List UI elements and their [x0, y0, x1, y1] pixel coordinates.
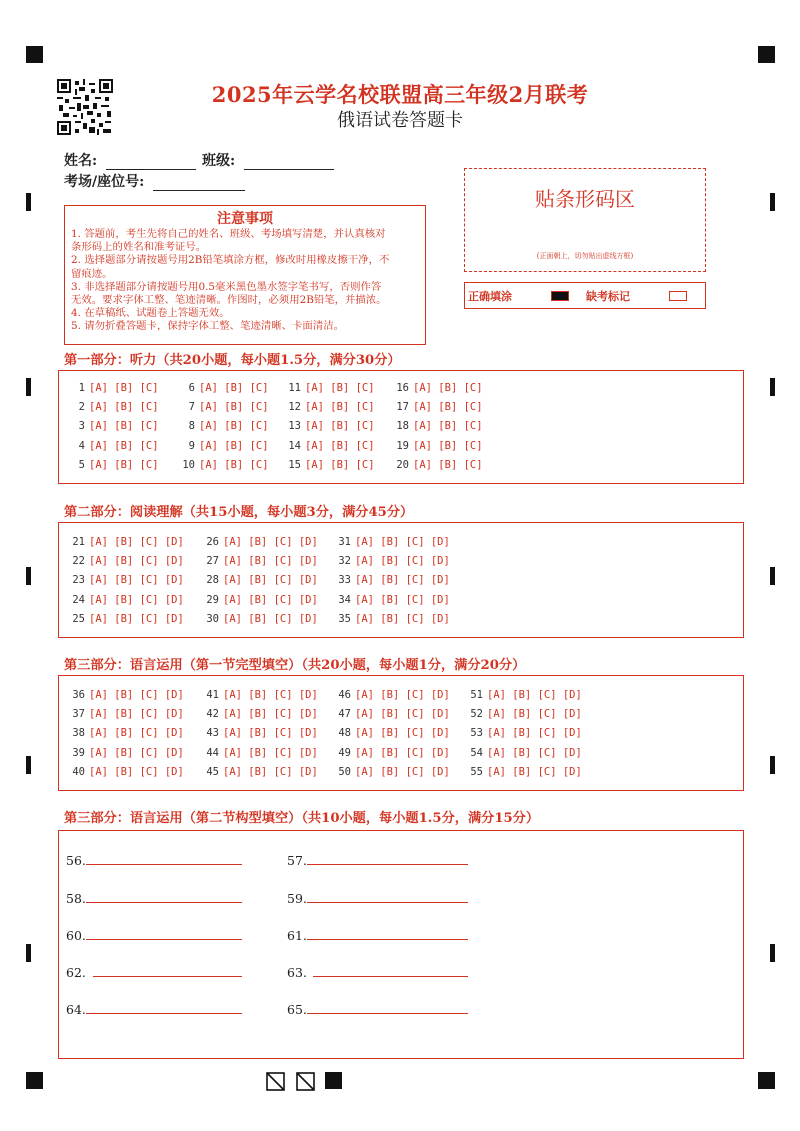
side-mark-right	[770, 378, 775, 396]
barcode-label: 贴条形码区	[535, 187, 635, 211]
question-number: 43	[206, 727, 219, 740]
answer-options[interactable]: [A] [B] [C]	[89, 420, 159, 433]
alignment-mark-bottom-right	[758, 1072, 775, 1089]
answer-options[interactable]: [A] [B] [C] [D]	[355, 612, 450, 625]
question-number: 23	[72, 574, 85, 587]
question-number: 17	[396, 401, 409, 414]
answer-options[interactable]: [A] [B] [C] [D]	[355, 536, 450, 548]
answer-column	[199, 686, 318, 782]
fill-blank-line[interactable]	[307, 852, 468, 865]
notice-line: 留痕迹。	[71, 267, 113, 280]
question-row[interactable]	[175, 437, 269, 456]
fill-blank-number: 60.	[66, 928, 86, 943]
answer-column	[331, 686, 450, 782]
notice-line: 3. 非选择题部分请按题号用0.5毫米黑色墨水签字笔书写，否则作答	[71, 280, 382, 293]
question-row[interactable]	[65, 456, 159, 475]
fill-blank-item[interactable]	[66, 890, 242, 906]
answer-options[interactable]: [A] [B] [C] [D]	[89, 536, 184, 548]
answer-options[interactable]: [A] [B] [C]	[199, 420, 269, 433]
question-number: 19	[396, 439, 409, 452]
name-input-line[interactable]	[106, 155, 196, 170]
fill-blank-item[interactable]	[287, 852, 468, 868]
question-number: 46	[338, 689, 351, 701]
seat-field[interactable]	[64, 171, 245, 191]
question-row[interactable]	[175, 456, 269, 475]
question-row[interactable]	[65, 610, 184, 629]
answer-options[interactable]: [A] [B] [C] [D]	[223, 593, 318, 606]
alignment-mark-bottom-left	[26, 1072, 43, 1089]
question-number: 45	[206, 765, 219, 778]
answer-options[interactable]: [A] [B] [C] [D]	[355, 593, 450, 606]
question-row[interactable]	[65, 686, 184, 705]
fill-blank-number: 62.	[66, 965, 86, 980]
fill-blank-line[interactable]	[86, 852, 242, 865]
question-number: 3	[78, 420, 85, 433]
answer-options[interactable]: [A] [B] [C]	[413, 439, 483, 452]
question-row[interactable]	[65, 744, 184, 763]
question-row[interactable]	[65, 552, 184, 571]
answer-options[interactable]: [A] [B] [C]	[89, 439, 159, 452]
answer-options[interactable]: [A] [B] [C]	[89, 401, 159, 414]
question-row[interactable]	[463, 763, 582, 782]
section1-answer-box	[58, 370, 744, 484]
class-input-line[interactable]	[244, 155, 334, 170]
question-number: 26	[206, 536, 219, 548]
fill-blank-number: 59.	[287, 891, 307, 906]
answer-options[interactable]: [A] [B] [C] [D]	[89, 612, 184, 625]
answer-options[interactable]: [A] [B] [C] [D]	[89, 574, 184, 587]
answer-options[interactable]: [A] [B] [C] [D]	[89, 593, 184, 606]
question-number: 1	[78, 382, 85, 394]
answer-column	[175, 379, 269, 475]
answer-options[interactable]: [A] [B] [C]	[413, 458, 483, 471]
barcode-note: (正面朝上，切勿贴出虚线方框)	[536, 252, 634, 260]
name-field[interactable]	[64, 150, 196, 170]
alignment-mark-top-left	[26, 46, 43, 63]
fill-blank-item[interactable]	[287, 964, 468, 980]
side-mark-right	[770, 944, 775, 962]
question-number: 36	[72, 689, 85, 701]
question-number: 42	[206, 708, 219, 721]
side-mark-left	[26, 756, 31, 774]
answer-options[interactable]: [A] [B] [C] [D]	[223, 708, 318, 721]
notice-line: 4. 在草稿纸、试题卷上答题无效。	[71, 307, 230, 320]
answer-column	[463, 686, 582, 782]
fill-blank-number: 63.	[287, 965, 307, 980]
section1-title: 第一部分：听力（共20小题，每小题1.5分，满分30分）	[64, 353, 401, 368]
question-row[interactable]	[199, 571, 318, 590]
answer-options[interactable]: [A] [B] [C] [D]	[487, 708, 582, 721]
question-number: 50	[338, 765, 351, 778]
side-mark-right	[770, 567, 775, 585]
question-number: 22	[72, 555, 85, 568]
fill-blank-line[interactable]	[93, 964, 242, 977]
answer-options[interactable]: [A] [B] [C] [D]	[89, 765, 184, 778]
side-mark-left	[26, 378, 31, 396]
fill-blank-item[interactable]	[66, 852, 242, 868]
question-row[interactable]	[65, 763, 184, 782]
section2-answer-box	[58, 522, 744, 638]
section4-title: 第三部分：语言运用（第二节构型填空）（共10小题，每小题1.5分，满分15分）	[64, 811, 540, 826]
answer-options[interactable]: [A] [B] [C] [D]	[487, 765, 582, 778]
question-number: 5	[78, 458, 85, 471]
question-row[interactable]	[389, 417, 483, 436]
class-label: 班级:	[202, 153, 236, 169]
question-row[interactable]	[281, 379, 375, 398]
side-mark-right	[770, 193, 775, 211]
question-number: 21	[72, 536, 85, 548]
fill-blank-number: 61.	[287, 928, 307, 943]
question-row[interactable]	[331, 571, 450, 590]
fill-blank-item[interactable]	[66, 927, 242, 943]
question-number: 13	[288, 420, 301, 433]
question-number: 39	[72, 746, 85, 759]
side-mark-left	[26, 944, 31, 962]
page-marker-filled	[325, 1072, 342, 1089]
notice-box	[64, 205, 426, 345]
fill-blank-number: 58.	[66, 891, 86, 906]
question-row[interactable]	[199, 533, 318, 552]
answer-options[interactable]: [A] [B] [C] [D]	[89, 727, 184, 740]
question-number: 12	[288, 401, 301, 414]
notice-title: 注意事项	[217, 211, 273, 227]
question-number: 29	[206, 593, 219, 606]
answer-options[interactable]: [A] [B] [C]	[199, 458, 269, 471]
notice-line: 5. 请勿折叠答题卡，保持字体工整、笔迹清晰、卡面清洁。	[71, 320, 344, 333]
question-row[interactable]	[331, 763, 450, 782]
fill-blank-line[interactable]	[307, 1001, 468, 1014]
answer-options[interactable]: [A] [B] [C]	[305, 458, 375, 471]
question-number: 4	[78, 439, 85, 452]
correct-fill-sample	[551, 291, 569, 301]
fill-blank-line[interactable]	[307, 890, 468, 903]
question-row[interactable]	[389, 456, 483, 475]
section2-title: 第二部分：阅读理解（共15小题，每小题3分，满分45分）	[64, 505, 414, 520]
question-row[interactable]	[331, 591, 450, 610]
question-row[interactable]	[281, 456, 375, 475]
answer-column	[281, 379, 375, 475]
answer-options[interactable]: [A] [B] [C] [D]	[355, 746, 450, 759]
question-number: 20	[396, 458, 409, 471]
answer-column	[65, 533, 184, 629]
fill-blank-number: 57.	[287, 853, 307, 868]
side-mark-right	[770, 756, 775, 774]
question-row[interactable]	[199, 552, 318, 571]
question-number: 25	[72, 612, 85, 625]
question-row[interactable]	[175, 417, 269, 436]
question-row[interactable]	[389, 437, 483, 456]
question-number: 44	[206, 746, 219, 759]
question-row[interactable]	[331, 552, 450, 571]
answer-options[interactable]: [A] [B] [C]	[199, 401, 269, 414]
question-row[interactable]	[175, 398, 269, 417]
question-row[interactable]	[331, 610, 450, 629]
answer-column	[199, 533, 318, 629]
answer-options[interactable]: [A] [B] [C]	[199, 382, 269, 394]
question-row[interactable]	[199, 763, 318, 782]
question-row[interactable]	[463, 724, 582, 743]
fill-blank-item[interactable]	[287, 890, 468, 906]
question-number: 6	[188, 382, 195, 394]
answer-options[interactable]: [A] [B] [C]	[413, 420, 483, 433]
question-number: 10	[182, 458, 195, 471]
question-row[interactable]	[331, 686, 450, 705]
notice-line: 1. 答题前，考生先将自己的姓名、班级、考场填写清楚，并认真核对	[71, 228, 386, 240]
question-number: 2	[78, 401, 85, 414]
question-row[interactable]	[65, 705, 184, 724]
question-number: 8	[188, 420, 195, 433]
fill-blank-number: 64.	[66, 1002, 86, 1017]
question-row[interactable]	[331, 724, 450, 743]
answer-column	[65, 379, 159, 475]
question-number: 28	[206, 574, 219, 587]
fill-blank-item[interactable]	[287, 927, 468, 943]
question-number: 14	[288, 439, 301, 452]
question-row[interactable]	[199, 686, 318, 705]
question-row[interactable]	[199, 591, 318, 610]
answer-options[interactable]: [A] [B] [C] [D]	[223, 689, 318, 701]
answer-options[interactable]: [A] [B] [C] [D]	[223, 536, 318, 548]
notice-line: 2. 选择题部分请按题号用2B铅笔填涂方框，修改时用橡皮擦干净，不	[71, 254, 390, 267]
fill-blank-line[interactable]	[86, 890, 242, 903]
question-number: 15	[288, 458, 301, 471]
question-row[interactable]	[65, 437, 159, 456]
name-label: 姓名:	[64, 153, 98, 169]
answer-options[interactable]: [A] [B] [C] [D]	[223, 727, 318, 740]
question-number: 40	[72, 765, 85, 778]
question-row[interactable]	[331, 705, 450, 724]
answer-options[interactable]: [A] [B] [C] [D]	[355, 727, 450, 740]
answer-column	[331, 533, 450, 629]
question-row[interactable]	[65, 571, 184, 590]
notice-line: 无效。要求字体工整、笔迹清晰。作图时，必须用2B铅笔，并描浓。	[71, 294, 387, 307]
seat-label: 考场/座位号:	[64, 174, 145, 190]
question-row[interactable]	[199, 744, 318, 763]
fill-blank-line[interactable]	[86, 1001, 242, 1014]
answer-options[interactable]: [A] [B] [C]	[305, 420, 375, 433]
question-row[interactable]	[65, 379, 159, 398]
question-number: 18	[396, 420, 409, 433]
question-row[interactable]	[389, 379, 483, 398]
answer-options[interactable]: [A] [B] [C] [D]	[89, 708, 184, 721]
fill-blank-number: 65.	[287, 1002, 307, 1017]
answer-options[interactable]: [A] [B] [C] [D]	[89, 555, 184, 568]
question-number: 49	[338, 746, 351, 759]
fill-blank-line[interactable]	[313, 964, 468, 977]
answer-column	[389, 379, 483, 475]
question-number: 38	[72, 727, 85, 740]
answer-options[interactable]: [A] [B] [C]	[413, 382, 483, 394]
question-number: 48	[338, 727, 351, 740]
question-number: 7	[188, 401, 195, 414]
question-row[interactable]	[65, 724, 184, 743]
fill-blank-item[interactable]	[66, 964, 242, 980]
question-number: 32	[338, 555, 351, 568]
fill-blank-item[interactable]	[66, 1001, 242, 1017]
answer-options[interactable]: [A] [B] [C] [D]	[89, 689, 184, 701]
question-number: 54	[470, 746, 483, 759]
barcode-area[interactable]	[464, 168, 706, 272]
answer-options[interactable]: [A] [B] [C] [D]	[355, 765, 450, 778]
question-number: 11	[288, 382, 301, 394]
side-mark-left	[26, 567, 31, 585]
answer-options[interactable]: [A] [B] [C] [D]	[487, 746, 582, 759]
question-number: 34	[338, 593, 351, 606]
answer-options[interactable]: [A] [B] [C] [D]	[223, 746, 318, 759]
question-number: 55	[470, 765, 483, 778]
question-row[interactable]	[331, 744, 450, 763]
fill-blank-number: 56.	[66, 853, 86, 868]
question-number: 35	[338, 612, 351, 625]
question-number: 30	[206, 612, 219, 625]
question-row[interactable]	[281, 437, 375, 456]
fill-blank-line[interactable]	[86, 927, 242, 940]
question-row[interactable]	[199, 724, 318, 743]
exam-title: 2025年云学名校联盟高三年级2月联考	[211, 82, 589, 107]
question-row[interactable]	[65, 417, 159, 436]
seat-input-line[interactable]	[153, 176, 245, 191]
answer-options[interactable]: [A] [B] [C] [D]	[355, 555, 450, 568]
question-number: 31	[338, 536, 351, 548]
answer-options[interactable]: [A] [B] [C] [D]	[89, 746, 184, 759]
answer-options[interactable]: [A] [B] [C]	[199, 439, 269, 452]
question-number: 53	[470, 727, 483, 740]
fill-blank-line[interactable]	[307, 927, 468, 940]
answer-options[interactable]: [A] [B] [C] [D]	[223, 765, 318, 778]
answer-options[interactable]: [A] [B] [C]	[89, 382, 159, 394]
question-row[interactable]	[199, 705, 318, 724]
question-number: 41	[206, 689, 219, 701]
answer-options[interactable]: [A] [B] [C] [D]	[223, 555, 318, 568]
section3-title: 第三部分：语言运用（第一节完型填空）（共20小题，每小题1分，满分20分）	[64, 658, 526, 673]
page-marker-crossed-1	[266, 1072, 285, 1091]
answer-options[interactable]: [A] [B] [C] [D]	[487, 727, 582, 740]
question-number: 51	[470, 689, 483, 701]
question-row[interactable]	[463, 686, 582, 705]
question-number: 9	[188, 439, 195, 452]
class-field[interactable]	[202, 150, 334, 170]
question-number: 27	[206, 555, 219, 568]
question-row[interactable]	[65, 591, 184, 610]
question-row[interactable]	[65, 398, 159, 417]
fill-legend	[464, 282, 706, 309]
question-number: 33	[338, 574, 351, 587]
answer-options[interactable]: [A] [B] [C]	[305, 382, 375, 394]
answer-options[interactable]: [A] [B] [C] [D]	[223, 612, 318, 625]
answer-options[interactable]: [A] [B] [C]	[305, 439, 375, 452]
question-number: 37	[72, 708, 85, 721]
question-row[interactable]	[175, 379, 269, 398]
notice-line: 条形码上的姓名和准考证号。	[71, 241, 207, 254]
fill-blank-item[interactable]	[287, 1001, 468, 1017]
page-marker-crossed-2	[296, 1072, 315, 1091]
question-row[interactable]	[331, 533, 450, 552]
answer-options[interactable]: [A] [B] [C] [D]	[355, 689, 450, 701]
answer-options[interactable]: [A] [B] [C]	[89, 458, 159, 471]
question-number: 16	[396, 382, 409, 394]
answer-options[interactable]: [A] [B] [C] [D]	[487, 689, 582, 701]
answer-options[interactable]: [A] [B] [C] [D]	[223, 574, 318, 587]
question-number: 47	[338, 708, 351, 721]
absent-mark-label: 缺考标记	[586, 290, 630, 303]
alignment-mark-top-right	[758, 46, 775, 63]
exam-subtitle: 俄语试卷答题卡	[337, 110, 463, 131]
question-row[interactable]	[463, 744, 582, 763]
correct-fill-label: 正确填涂	[468, 290, 512, 303]
answer-options[interactable]: [A] [B] [C]	[413, 401, 483, 414]
answer-options[interactable]: [A] [B] [C]	[305, 401, 375, 414]
question-row[interactable]	[463, 705, 582, 724]
side-mark-left	[26, 193, 31, 211]
question-row[interactable]	[281, 417, 375, 436]
question-row[interactable]	[389, 398, 483, 417]
question-number: 52	[470, 708, 483, 721]
question-row[interactable]	[65, 533, 184, 552]
answer-column	[65, 686, 184, 782]
question-row[interactable]	[199, 610, 318, 629]
answer-options[interactable]: [A] [B] [C] [D]	[355, 574, 450, 587]
section3-answer-box	[58, 675, 744, 791]
question-number: 24	[72, 593, 85, 606]
absent-mark-checkbox[interactable]	[669, 291, 687, 301]
answer-options[interactable]: [A] [B] [C] [D]	[355, 708, 450, 721]
question-row[interactable]	[281, 398, 375, 417]
